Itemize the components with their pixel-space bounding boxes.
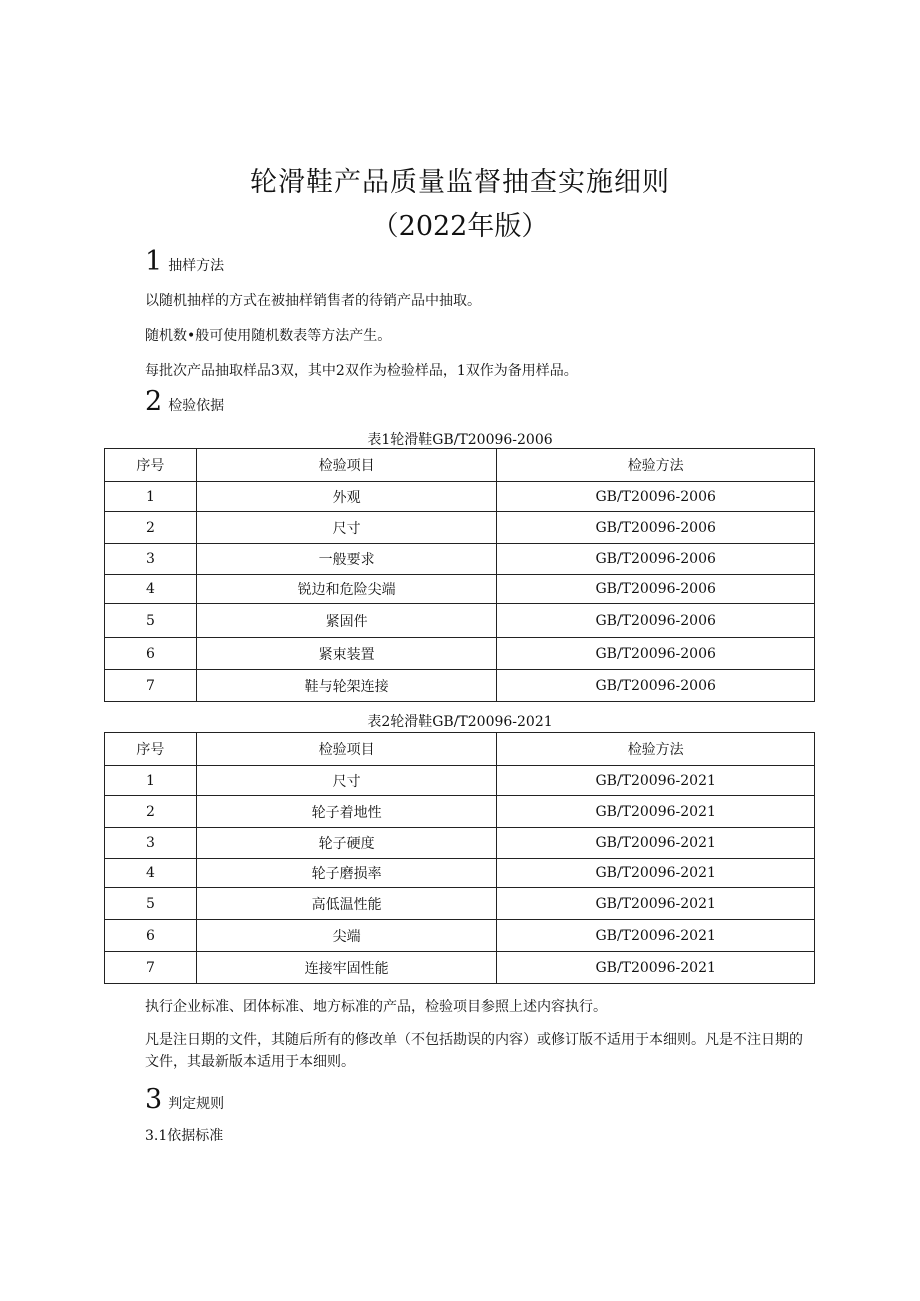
- row-index: 3: [105, 828, 197, 859]
- table-row: [105, 482, 815, 512]
- section-2-label: 检验依据: [168, 398, 225, 414]
- row-method: GB/T20096-2006: [497, 575, 815, 604]
- row-index: 1: [105, 482, 197, 512]
- table-row: [105, 828, 815, 859]
- subsection-3-1: 3.1依据标准: [145, 1128, 224, 1144]
- table-row: [105, 544, 815, 575]
- row-method: GB/T20096-2006: [497, 544, 815, 575]
- row-method: GB/T20096-2021: [497, 828, 815, 859]
- section-2-heading: [145, 386, 224, 417]
- table-row: [105, 638, 815, 670]
- section-1-number: 1: [145, 246, 163, 277]
- row-index: 4: [105, 575, 197, 604]
- row-item: 紧固件: [196, 604, 497, 638]
- table-1-header-index: 序号: [105, 449, 197, 482]
- row-method: GB/T20096-2021: [497, 920, 815, 952]
- row-index: 4: [105, 859, 197, 888]
- table-row: [105, 512, 815, 544]
- row-method: GB/T20096-2021: [497, 859, 815, 888]
- row-index: 6: [105, 920, 197, 952]
- table-row: [105, 888, 815, 920]
- row-index: 3: [105, 544, 197, 575]
- section-1-paragraph-1: 以随机抽样的方式在被抽样销售者的待销产品中抽取。: [145, 293, 481, 309]
- row-item: 尺寸: [196, 512, 497, 544]
- table-2-header-index: 序号: [105, 733, 197, 766]
- after-tables-paragraph-2: 凡是注日期的文件，其随后所有的修改单（不包括勘误的内容）或修订版不适用于本细则。凡是不注日期的文件，其最新版本适用于本细则。: [145, 1032, 803, 1070]
- table-1-header-method: 检验方法: [497, 449, 815, 482]
- row-method: GB/T20096-2006: [497, 638, 815, 670]
- row-index: 7: [105, 952, 197, 984]
- row-method: GB/T20096-2006: [497, 482, 815, 512]
- document-edition: （2022年版）: [371, 211, 549, 242]
- row-index: 1: [105, 766, 197, 796]
- row-method: GB/T20096-2006: [497, 670, 815, 702]
- row-item: 轮子着地性: [196, 796, 497, 828]
- row-index: 7: [105, 670, 197, 702]
- row-item: 尺寸: [196, 766, 497, 796]
- table-1: [104, 448, 815, 702]
- row-method: GB/T20096-2021: [497, 952, 815, 984]
- table-2: [104, 732, 815, 984]
- row-item: 紧束装置: [196, 638, 497, 670]
- row-item: 高低温性能: [196, 888, 497, 920]
- table-row: [105, 796, 815, 828]
- row-index: 5: [105, 888, 197, 920]
- section-3-label: 判定规则: [168, 1096, 225, 1112]
- row-item: 锐边和危险尖端: [196, 575, 497, 604]
- section-2-number: 2: [145, 386, 163, 417]
- section-1-paragraph-2: 随机数•般可使用随机数表等方法产生。: [145, 328, 392, 344]
- row-item: 尖端: [196, 920, 497, 952]
- table-2-header-item: 检验项目: [196, 733, 497, 766]
- row-index: 6: [105, 638, 197, 670]
- row-index: 5: [105, 604, 197, 638]
- section-1-paragraph-3: 每批次产品抽取样品3双，其中2双作为检验样品，1双作为备用样品。: [145, 363, 578, 379]
- row-index: 2: [105, 512, 197, 544]
- row-method: GB/T20096-2006: [497, 512, 815, 544]
- row-method: GB/T20096-2021: [497, 888, 815, 920]
- table-1-header-item: 检验项目: [196, 449, 497, 482]
- section-1-label: 抽样方法: [168, 258, 225, 274]
- row-method: GB/T20096-2006: [497, 604, 815, 638]
- row-item: 一般要求: [196, 544, 497, 575]
- row-item: 鞋与轮架连接: [196, 670, 497, 702]
- section-3-number: 3: [145, 1084, 163, 1115]
- table-1-header-row: [105, 449, 815, 482]
- table-row: [105, 766, 815, 796]
- table-row: [105, 952, 815, 984]
- row-item: 轮子磨损率: [196, 859, 497, 888]
- after-tables-paragraph-1: 执行企业标准、团体标准、地方标准的产品，检验项目参照上述内容执行。: [145, 999, 607, 1015]
- table-row: [105, 670, 815, 702]
- row-method: GB/T20096-2021: [497, 766, 815, 796]
- section-1-heading: [145, 246, 224, 277]
- document-title: 轮滑鞋产品质量监督抽查实施细则: [250, 167, 670, 198]
- table-2-header-method: 检验方法: [497, 733, 815, 766]
- table-2-caption: 表2轮滑鞋GB/T20096-2021: [367, 714, 553, 730]
- table-row: [105, 920, 815, 952]
- row-index: 2: [105, 796, 197, 828]
- table-row: [105, 859, 815, 888]
- table-row: [105, 575, 815, 604]
- section-3-heading: [145, 1084, 224, 1115]
- row-item: 轮子硬度: [196, 828, 497, 859]
- table-2-header-row: [105, 733, 815, 766]
- table-row: [105, 604, 815, 638]
- row-method: GB/T20096-2021: [497, 796, 815, 828]
- row-item: 外观: [196, 482, 497, 512]
- table-1-caption: 表1轮滑鞋GB/T20096-2006: [367, 432, 553, 448]
- row-item: 连接牢固性能: [196, 952, 497, 984]
